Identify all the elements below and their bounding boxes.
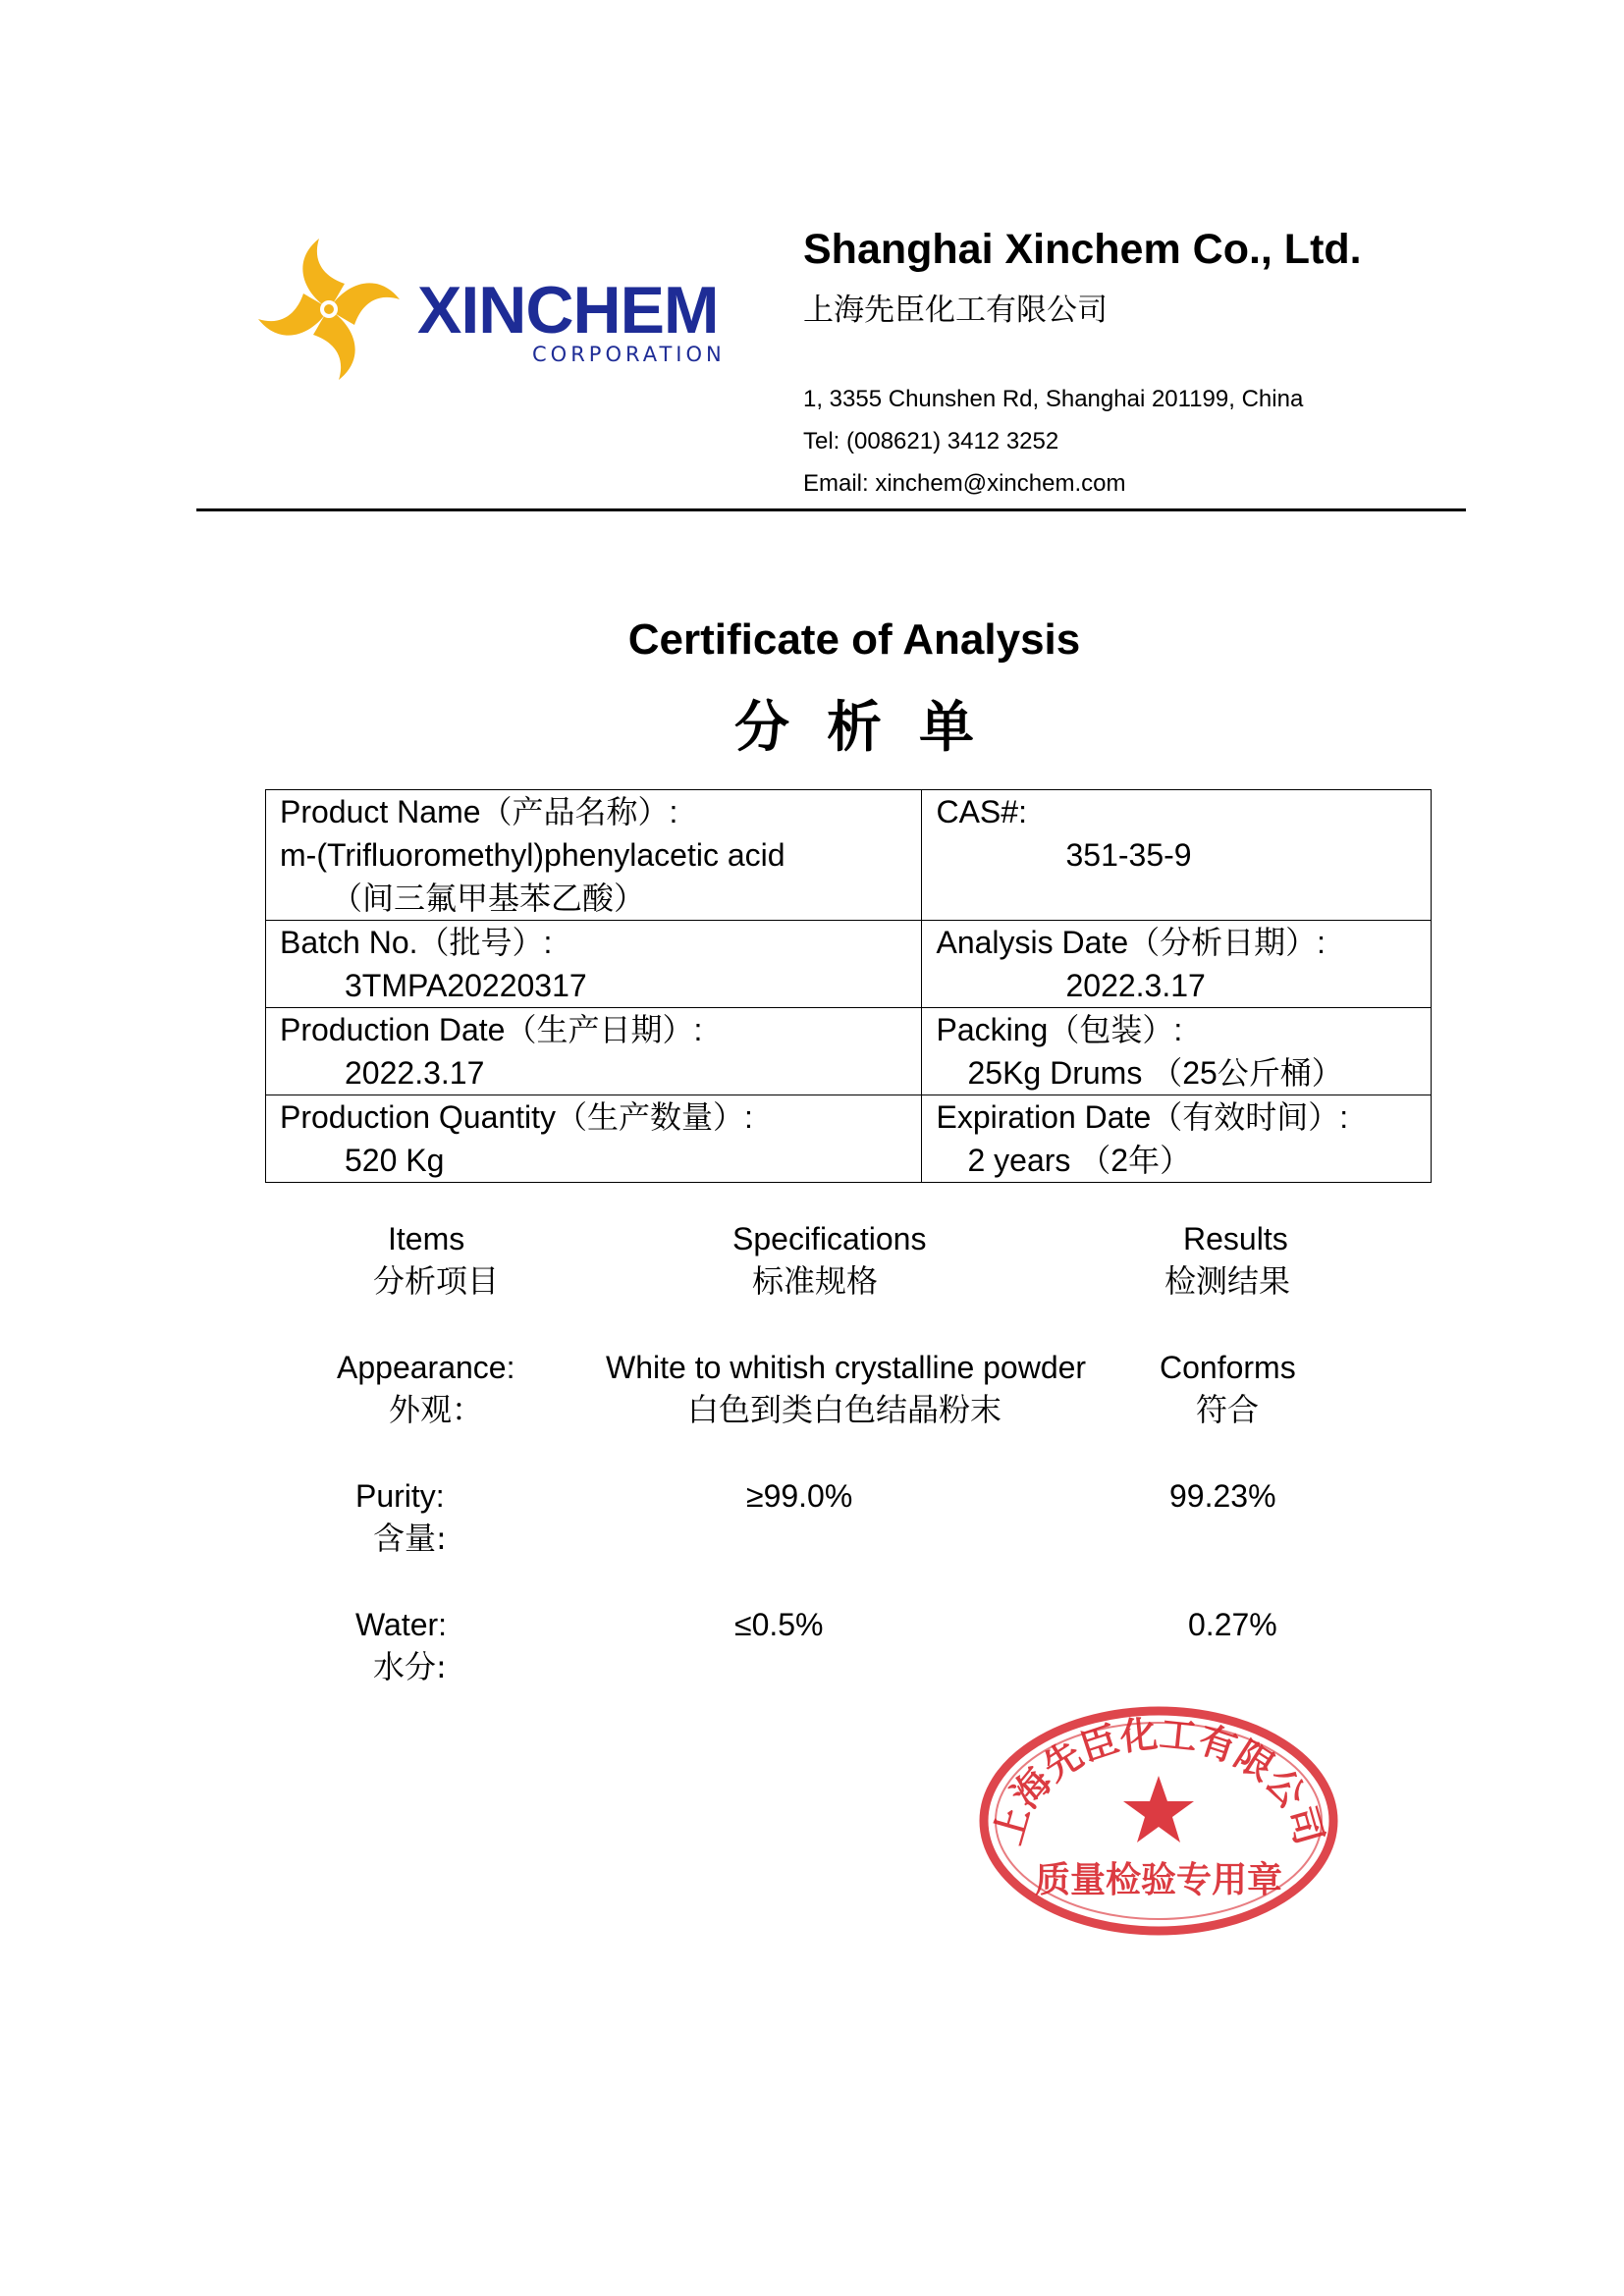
packing-value: 25Kg Drums （25公斤桶）: [967, 1055, 1343, 1091]
batch-label: Batch No.（批号）:: [280, 925, 553, 960]
row-appearance-spec-en: White to whitish crystalline powder: [606, 1350, 1087, 1385]
page-title-cn: 分析单: [734, 695, 1011, 760]
product-name-label: Product Name（产品名称）:: [280, 794, 678, 829]
row-appearance-result-en: Conforms: [1160, 1350, 1296, 1385]
packing-cell: [922, 1008, 1432, 1095]
page-title-en: Certificate of Analysis: [627, 615, 1081, 664]
cas-value: 351-35-9: [1065, 837, 1192, 873]
seal-text-top: 上海先臣化工有限公司: [985, 1711, 1332, 1849]
batch-cell: [266, 921, 922, 1008]
product-name-cell: [266, 790, 922, 921]
expiration-cell: [922, 1095, 1432, 1183]
production-quantity-label: Production Quantity（生产数量）:: [280, 1099, 753, 1135]
company-email: Email: xinchem@xinchem.com: [803, 470, 1126, 497]
info-row-product: [266, 790, 1432, 921]
header-divider: [196, 508, 1466, 511]
expiration-label: Expiration Date（有效时间）:: [936, 1099, 1349, 1135]
product-name-en: m-(Trifluoromethyl)phenylacetic acid: [280, 837, 785, 873]
xinchem-logo-icon: [250, 231, 407, 388]
cas-cell: [922, 790, 1432, 921]
production-date-cell: [266, 1008, 922, 1095]
header-items-cn: 分析项目: [373, 1262, 500, 1300]
analysis-date-label: Analysis Date（分析日期）:: [936, 925, 1326, 960]
row-appearance-result-cn: 符合: [1196, 1391, 1260, 1428]
header-results-en: Results: [1183, 1221, 1288, 1256]
info-row-quantity: [266, 1095, 1432, 1183]
row-purity-spec: ≥99.0%: [746, 1478, 853, 1514]
row-appearance-spec-cn: 白色到类白色结晶粉末: [687, 1391, 1002, 1428]
logo-subtext: CORPORATION: [532, 343, 726, 366]
row-purity-result: 99.23%: [1169, 1478, 1276, 1514]
info-row-batch: [266, 921, 1432, 1008]
expiration-value: 2 years （2年）: [967, 1143, 1192, 1178]
info-row-production-date: [266, 1008, 1432, 1095]
company-address: 1, 3355 Chunshen Rd, Shanghai 201199, China: [803, 386, 1304, 412]
seal-star-icon: [1123, 1776, 1194, 1842]
seal-text-bottom: 质量检验专用章: [1034, 1859, 1283, 1900]
company-name-cn: 上海先臣化工有限公司: [803, 293, 1108, 328]
row-water-item-en: Water:: [355, 1607, 448, 1642]
row-purity-item-cn: 含量:: [373, 1520, 447, 1557]
row-appearance-item-cn: 外观：: [389, 1391, 484, 1428]
production-date-label: Production Date（生产日期）:: [280, 1012, 703, 1047]
company-seal-stamp: [977, 1703, 1340, 1939]
logo-wordmark: XINCHEM: [417, 273, 719, 347]
row-water-item-cn: 水分:: [373, 1648, 447, 1685]
cas-label: CAS#:: [936, 794, 1027, 829]
row-purity-item-en: Purity:: [355, 1478, 445, 1514]
header-specs-en: Specifications: [732, 1221, 927, 1256]
product-name-cn: （间三氟甲基苯乙酸）: [331, 880, 646, 917]
row-appearance-item-en: Appearance:: [337, 1350, 515, 1385]
analysis-date-value: 2022.3.17: [1065, 968, 1206, 1003]
company-name-en: Shanghai Xinchem Co., Ltd.: [803, 226, 1362, 273]
production-quantity-cell: [266, 1095, 922, 1183]
batch-value: 3TMPA20220317: [345, 968, 587, 1003]
row-water-result: 0.27%: [1188, 1607, 1277, 1642]
header-specs-cn: 标准规格: [752, 1262, 879, 1300]
production-quantity-value: 520 Kg: [345, 1143, 445, 1178]
header-results-cn: 检测结果: [1164, 1262, 1291, 1300]
product-info-table: [265, 789, 1432, 1183]
production-date-value: 2022.3.17: [345, 1055, 485, 1091]
row-water-spec: ≤0.5%: [734, 1607, 824, 1642]
company-tel: Tel: (008621) 3412 3252: [803, 428, 1059, 454]
packing-label: Packing（包装）:: [936, 1012, 1183, 1047]
analysis-date-cell: [922, 921, 1432, 1008]
header-items-en: Items: [388, 1221, 465, 1256]
